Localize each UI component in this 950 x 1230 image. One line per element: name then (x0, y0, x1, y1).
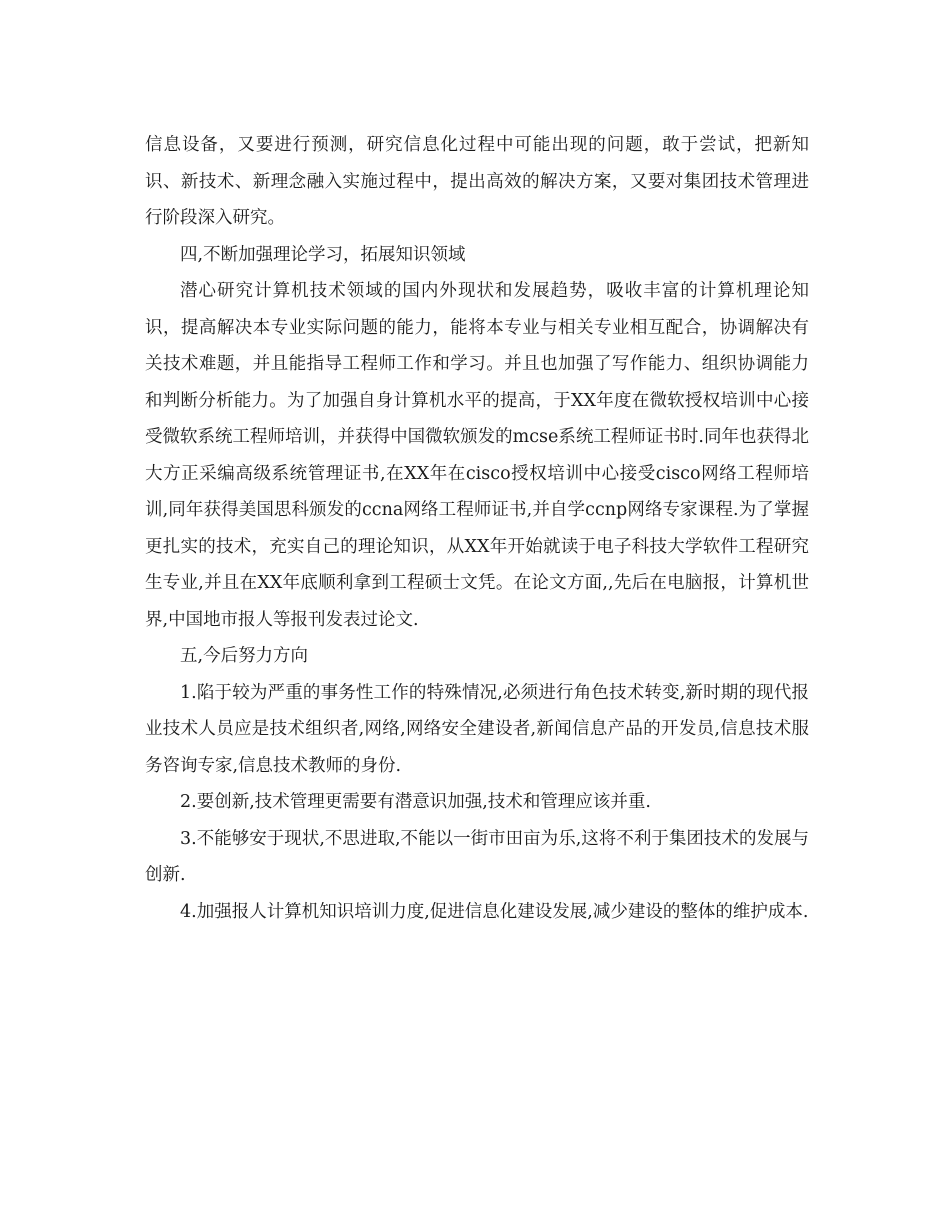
list-item-1: 1.陷于较为严重的事务性工作的特殊情况,必须进行角色技术转变,新时期的现代报业技术人员应是技术组织者,网络,网络安全建设者,新闻信息产品的开发员,信息技术服务咨询专家,信息技术教师的身份. (145, 682, 809, 776)
list-item-3: 3.不能够安于现状,不思进取,不能以一街市田亩为乐,这将不利于集团技术的发展与创新. (145, 828, 809, 885)
list-item-2: 2.要创新,技术管理更需要有潜意识加强,技术和管理应该并重. (180, 792, 651, 812)
paragraph-continuation: 信息设备，又要进行预测，研究信息化过程中可能出现的问题，敢于尝试，把新知识、新技术、新理念融入实施过程中，提出高效的解决方案，又要对集团技术管理进行阶段深入研究。 (145, 135, 809, 228)
list-item-4: 4.加强报人计算机知识培训力度,促进信息化建设发展,减少建设的整体的维护成本. (180, 901, 809, 922)
section-heading-five: 五,今后努力方向 (180, 646, 309, 666)
document-body (145, 127, 809, 930)
paragraph-study: 潜心研究计算机技术领域的国内外现状和发展趋势，吸收丰富的计算机理论知识，提高解决本专业实际问题的能力，能将本专业与相关专业相互配合，协调解决有关技术难题，并且能指导工程师工作和学习。并且也加强了写作能力、组织协调能力和判断分析能力。为了加强自身计算机水平的提高，于XX年度在微软授权培训中心接受微软系统工程师培训，并获得中国微软颁发的mcse系统工程师证书时.同年也获得北大方正采编高级系统管理证书,在XX年在cisco授权培训中心接受cisco网络工程师培训,同年获得美国思科颁发的ccna网络工程师证书,并自学ccnp网络专家课程.为了掌握更扎实的技术，充实自己的理论知识，从XX年开始就读于电子科技大学软件工程研究生专业,并且在XX年底顺利拿到工程硕士文凭。在论文方面,,先后在电脑报，计算机世界,中国地市报人等报刊发表过论文. (145, 281, 809, 630)
section-heading-four: 四,不断加强理论学习，拓展知识领域 (180, 244, 466, 265)
